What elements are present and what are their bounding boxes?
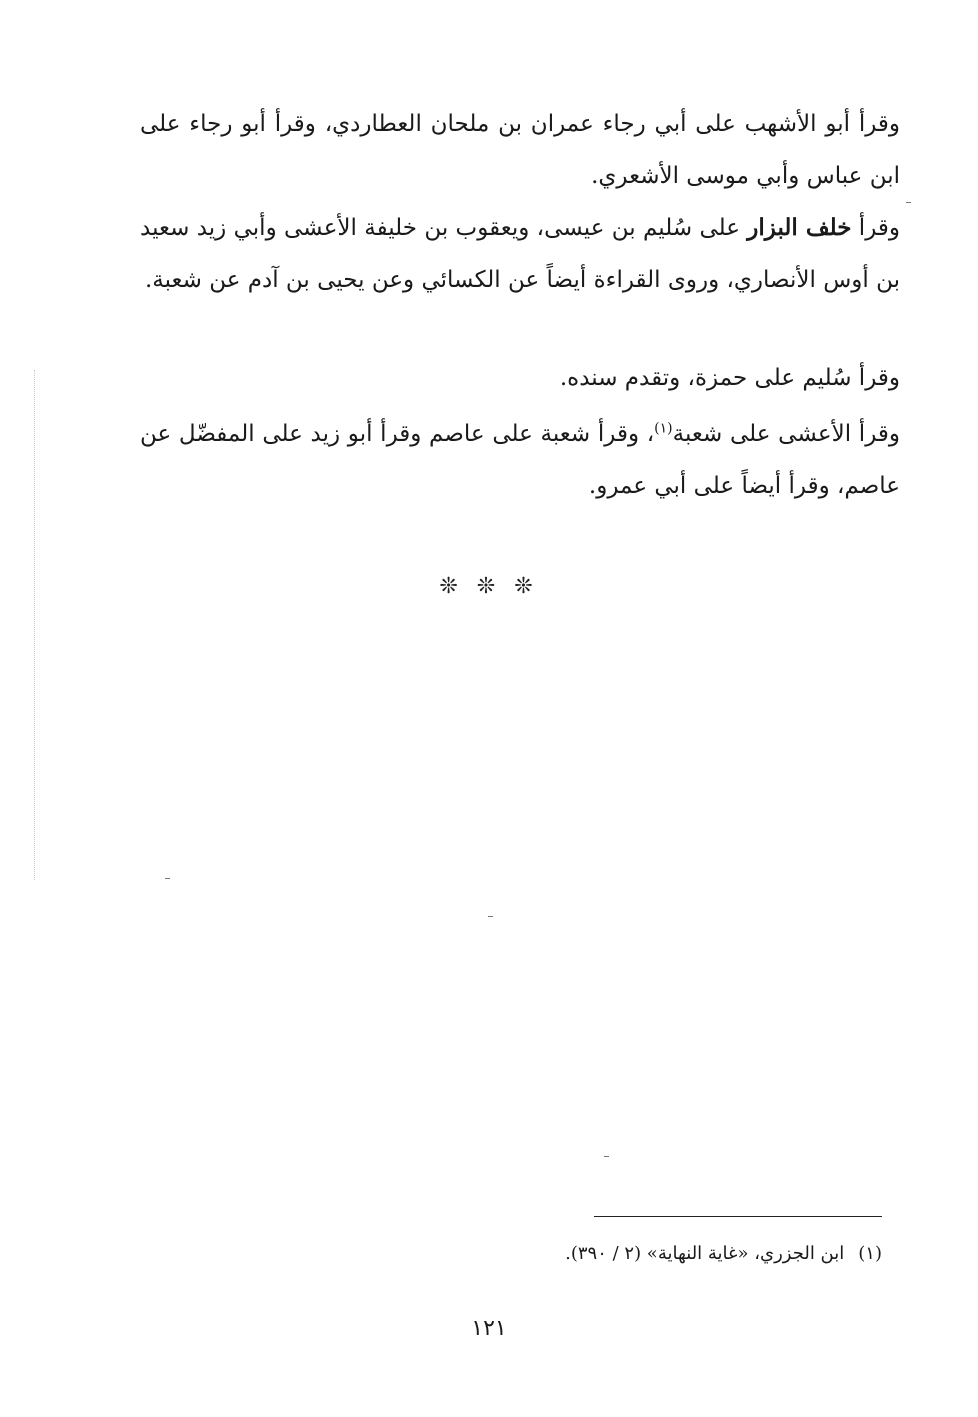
page-number: ١٢١ xyxy=(471,1316,507,1341)
scan-speck xyxy=(165,878,170,879)
paragraph-4-lead: وقرأ الأعشى على شعبة xyxy=(672,421,900,447)
footnote-divider xyxy=(594,1216,882,1217)
paragraph-2-bold-name: خلف البزار xyxy=(747,214,852,241)
footnote xyxy=(400,1236,882,1272)
paragraph-3: وقرأ سُليم على حمزة، وتقدم سنده. xyxy=(559,365,900,391)
footnote-text: ابن الجزري، «غاية النهاية» (٢ / ٣٩٠). xyxy=(565,1243,845,1264)
footnote-reference: (١) xyxy=(654,420,673,437)
paragraph-1: وقرأ أبو الأشهب على أبي رجاء عمران بن ملحان العطاردي، وقرأ أبو رجاء على ابن عباس وأبي موسى الأشعري. xyxy=(140,111,900,189)
scan-speck xyxy=(604,1156,609,1157)
paragraph-4 xyxy=(140,408,900,512)
scan-speck xyxy=(906,202,911,203)
paragraph-2 xyxy=(140,202,900,306)
footnote-marker: (١) xyxy=(858,1243,882,1264)
scan-speck xyxy=(488,916,493,917)
scan-margin-marks xyxy=(34,370,43,880)
paragraph-4-rest: ، وقرأ شعبة على عاصم وقرأ أبو زيد على المفضّل عن عاصم، وقرأ أيضاً على أبي عمرو. xyxy=(140,421,900,499)
paragraph-2-lead: وقرأ xyxy=(851,215,900,241)
section-separator: ❊ ❊ ❊ xyxy=(439,574,539,599)
paragraph-2-rest: على سُليم بن عيسى، ويعقوب بن خليفة الأعشى وأبي زيد سعيد بن أوس الأنصاري، وروى القراءة أيضاً عن الكسائي وعن يحيى بن آدم عن شعبة. xyxy=(140,215,900,293)
